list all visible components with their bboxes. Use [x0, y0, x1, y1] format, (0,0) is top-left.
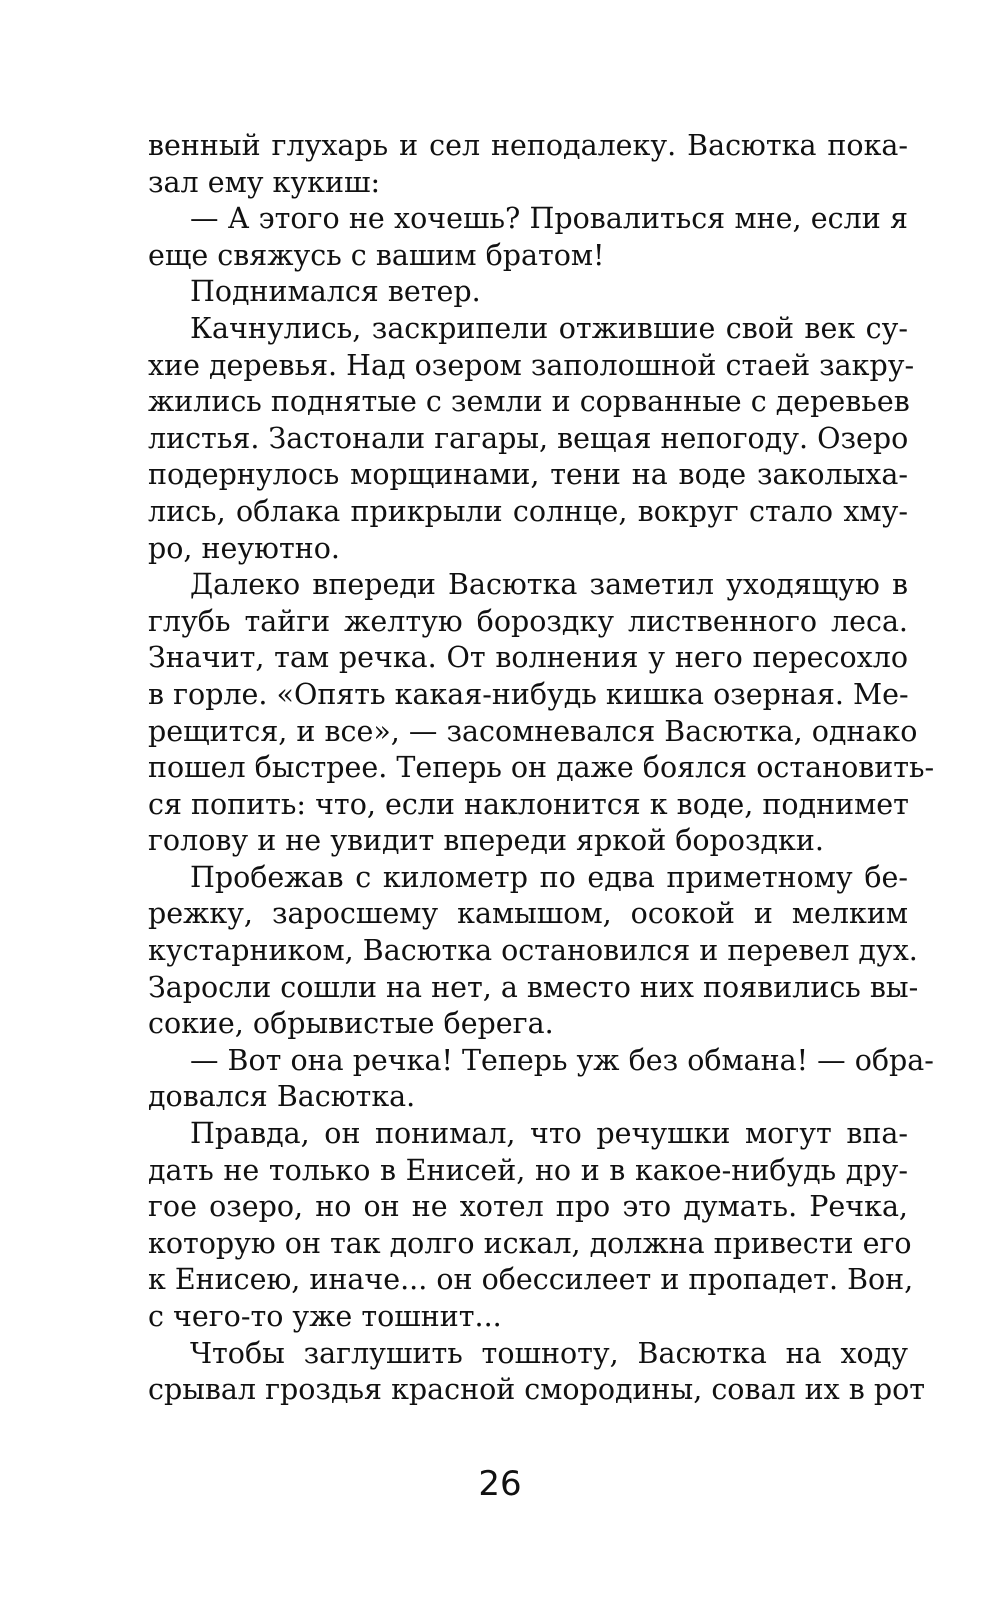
- body-text: [148, 128, 935, 1409]
- text-line: еще свяжусь с вашим братом!: [148, 238, 605, 272]
- text-line: рещится, и все», — засомневался Васютка, однако: [148, 714, 918, 748]
- page-number: 26: [478, 1464, 522, 1504]
- text-line: подернулось морщинами, тени на воде заколыха-: [148, 458, 908, 492]
- text-line: Чтобы заглушить тошноту, Васютка на ходу: [190, 1336, 908, 1370]
- text-line: Качнулись, заскрипели отжившие свой век су-: [190, 311, 908, 345]
- text-line: — А этого не хочешь? Провалиться мне, если я: [190, 202, 908, 236]
- text-line: ся попить: что, если наклонится к воде, поднимет: [148, 787, 909, 821]
- text-line: дать не только в Енисей, но и в какое-нибудь дру-: [148, 1153, 908, 1187]
- text-line: Заросли сошли на нет, а вместо них появились вы-: [148, 970, 919, 1004]
- text-line: — Вот она речка! Теперь уж без обмана! — обра-: [190, 1043, 934, 1077]
- text-line: лись, облака прикрыли солнце, вокруг стало хму-: [148, 494, 908, 528]
- text-line: в горле. «Опять какая-нибудь кишка озерная. Ме-: [148, 677, 909, 711]
- text-line: Пробежав с километр по едва приметному бе-: [190, 860, 908, 894]
- text-line: сокие, обрывистые берега.: [148, 1007, 554, 1041]
- text-line: режку, заросшему камышом, осокой и мелким: [148, 897, 908, 931]
- text-line: кустарником, Васютка остановился и перевел дух.: [148, 934, 918, 968]
- text-line: жились поднятые с земли и сорванные с деревьев: [148, 385, 910, 419]
- text-line: листья. Застонали гагары, вещая непогоду. Озеро: [148, 421, 909, 455]
- text-line: Значит, там речка. От волнения у него пересохло: [148, 641, 908, 675]
- text-line: срывал гроздья красной смородины, совал их в рот: [148, 1373, 926, 1407]
- text-line: голову и не увидит впереди яркой бороздки.: [148, 824, 824, 858]
- text-line: хие деревья. Над озером заполошной стаей закру-: [148, 348, 915, 382]
- text-line: зал ему кукиш:: [148, 165, 381, 199]
- text-line: гое озеро, но он не хотел про это думать. Речка,: [148, 1190, 908, 1224]
- text-line: Правда, он понимал, что речушки могут впа-: [190, 1117, 908, 1151]
- text-line: к Енисею, иначе... он обессилеет и пропадет. Вон,: [148, 1263, 914, 1297]
- text-line: венный глухарь и сел неподалеку. Васютка пока-: [148, 129, 908, 162]
- text-line: с чего-то уже тошнит...: [148, 1300, 502, 1333]
- text-line: Поднимался ветер.: [190, 275, 481, 309]
- text-line: ро, неуютно.: [148, 531, 340, 565]
- text-line: пошел быстрее. Теперь он даже боялся остановить-: [148, 751, 935, 785]
- text-line: которую он так долго искал, должна привести его: [148, 1226, 912, 1260]
- text-line: Далеко впереди Васютка заметил уходящую в: [190, 568, 908, 602]
- text-line: глубь тайги желтую бороздку лиственного леса.: [148, 604, 908, 638]
- text-line: довался Васютка.: [148, 1080, 416, 1114]
